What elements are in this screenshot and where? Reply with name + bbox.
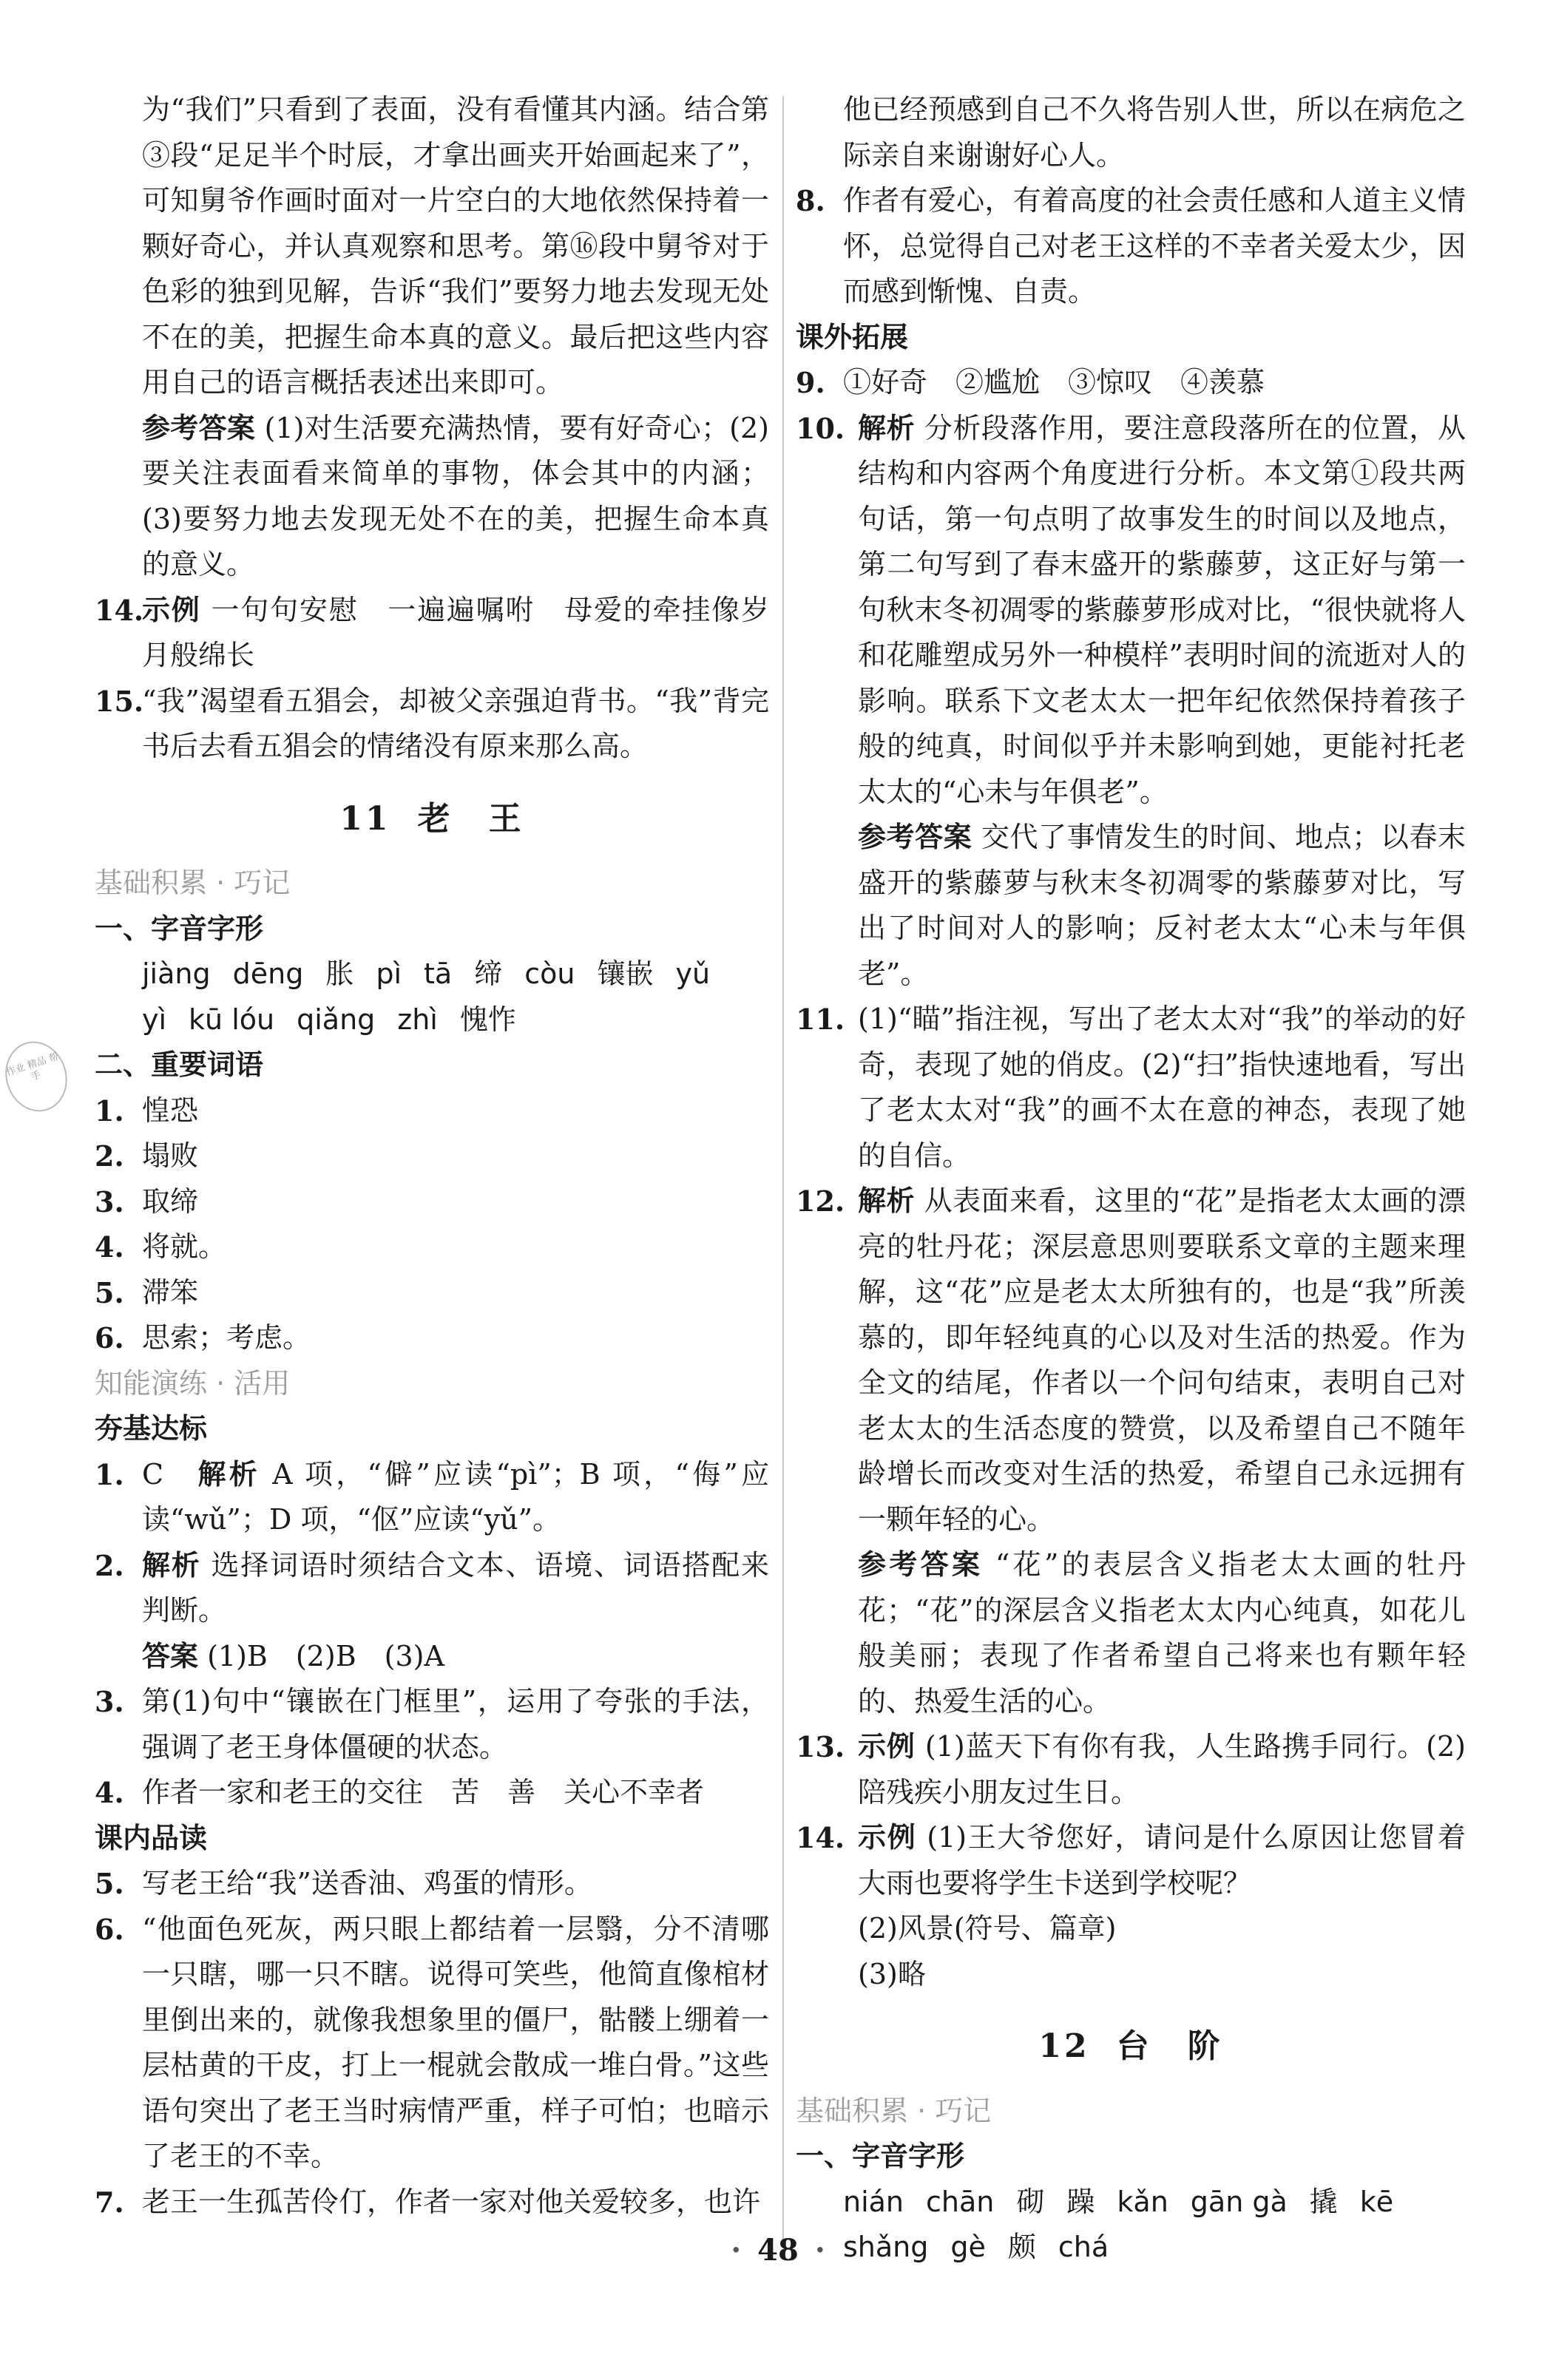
vocab-item bbox=[95, 1179, 769, 1225]
right-column bbox=[796, 87, 1466, 2271]
question-2 bbox=[95, 1543, 769, 1634]
vocab-text: 取缔 bbox=[142, 1184, 199, 1218]
ref-text: (1)对生活要充满热情，要有好奇心；(2)要关注表面看来简单的事物，体会其中的内涵；(3)要努力地去发现无处不在的美，把握生命本真的意义。 bbox=[142, 411, 769, 580]
q1-label: 解析 bbox=[197, 1457, 260, 1491]
pinyin-item: kǎn bbox=[1117, 2185, 1168, 2218]
q10-number: 10. bbox=[796, 411, 845, 445]
page-dot-left: · bbox=[731, 2233, 742, 2268]
q15-text: “我”渴望看五猖会，却被父亲强迫背书。“我”背完书后去看五猖会的情绪没有原来那么高。 bbox=[142, 684, 769, 762]
pinyin-row-1 bbox=[95, 952, 769, 997]
section-jichu-right: 基础积累 · 巧记 bbox=[796, 2094, 992, 2127]
section-zhineng: 知能演练 · 活用 bbox=[95, 1366, 291, 1400]
lesson-12-title bbox=[796, 2024, 1466, 2069]
left-column bbox=[95, 87, 769, 2225]
q7-continued: 他已经预感到自己不久将告别人世，所以在病危之际亲自来谢谢好心人。 bbox=[843, 93, 1466, 172]
subsection-kenei: 课内品读 bbox=[95, 1821, 208, 1854]
q14r-number: 14. bbox=[796, 1821, 845, 1854]
q14r-text-1: (1)王大爷您好，请问是什么原因让您冒着大雨也要将学生卡送到学校呢？ bbox=[858, 1821, 1466, 1899]
q11-number: 11. bbox=[796, 1003, 845, 1036]
question-14 bbox=[95, 588, 769, 679]
pinyin-item: qiǎng bbox=[297, 1003, 376, 1036]
q7-number: 7. bbox=[95, 2185, 124, 2219]
q7-text: 老王一生孤苦伶仃，作者一家对他关爱较多，也许 bbox=[142, 2185, 761, 2218]
q2-number: 2. bbox=[95, 1548, 124, 1582]
question-8 bbox=[796, 178, 1466, 315]
vocab-text: 将就。 bbox=[142, 1230, 227, 1263]
q6-text: “他面色死灰，两只眼上都结着一层翳，分不清哪一只瞎，哪一只不瞎。说得可笑些，他简直像棺材里倒出来的，就像我想象里的僵尸，骷髅上绷着一层枯黄的干皮，打上一棍就会散成一堆白骨。”这些语句突出了老王当时病情严重，样子可怕；也暗示了老王的不幸。 bbox=[142, 1912, 769, 2172]
pinyin-item: 胀 bbox=[325, 957, 354, 990]
pinyin-item: yì bbox=[142, 1003, 167, 1036]
vocab-number: 2. bbox=[95, 1139, 124, 1173]
pinyin-item: nián bbox=[843, 2185, 904, 2218]
q1-text: A 项，“僻”应读“pì”；B 项，“侮”应读“wǔ”；D 项，“伛”应读“yǔ”。 bbox=[142, 1457, 769, 1536]
pinyin-item: 撬 bbox=[1309, 2185, 1338, 2218]
q10-ref-text: 交代了事情发生的时间、地点；以春末盛开的紫藤萝与秋末冬初凋零的紫藤萝对比，写出了时间对人的影响；反衬老太太“心未与年俱老”。 bbox=[858, 821, 1466, 990]
section-jichu: 基础积累 · 巧记 bbox=[95, 867, 291, 899]
vocab-item bbox=[95, 1270, 769, 1316]
subsection-daji: 夯基达标 bbox=[95, 1412, 208, 1445]
q10-label: 解析 bbox=[858, 411, 916, 444]
question-11 bbox=[796, 997, 1466, 1179]
vocab-item bbox=[95, 1088, 769, 1134]
vocab-item bbox=[95, 1133, 769, 1179]
q12-label: 解析 bbox=[858, 1184, 916, 1217]
q13-text: (1)蓝天下有你有我，人生路携手同行。(2)陪残疾小朋友过生日。 bbox=[858, 1730, 1466, 1808]
q14r-line-3: (3)略 bbox=[858, 1957, 926, 1990]
vocab-number: 3. bbox=[95, 1184, 124, 1218]
pinyin-item: chān bbox=[926, 2185, 995, 2218]
pinyin-item: pì bbox=[376, 957, 402, 990]
pinyin-item: tā bbox=[424, 957, 453, 990]
q14r-label: 示例 bbox=[858, 1821, 917, 1854]
pinyin-item: 缔 bbox=[474, 957, 503, 990]
q15-number: 15. bbox=[95, 684, 144, 718]
q9-number: 9. bbox=[796, 366, 825, 399]
q12-number: 12. bbox=[796, 1184, 845, 1218]
q1-answer: C bbox=[142, 1457, 164, 1491]
q10-reference bbox=[796, 815, 1466, 997]
q12-text: 从表面来看，这里的“花”是指老太太画的漂亮的牡丹花；深层意思则要联系文章的主题来理解，这“花”应是老太太所独有的，也是“我”所羡慕的，即年轻纯真的心以及对生活的热爱。作为全文的结尾，作者以一个问句结束，表明自己对老太太的生活态度的赞赏，以及希望自己不随年龄增长而改变对生活的热爱，希望自己永远拥有一颗年轻的心。 bbox=[858, 1184, 1466, 1536]
question-12 bbox=[796, 1179, 1466, 1542]
reference-answer bbox=[95, 406, 769, 588]
vocab-number: 6. bbox=[95, 1321, 124, 1355]
question-14-right bbox=[796, 1815, 1466, 1906]
stamp-text: 作业 精品 帮手 bbox=[4, 1051, 61, 1083]
vocab-item bbox=[95, 1315, 769, 1361]
pinyin-item: zhì bbox=[397, 1003, 438, 1036]
vocab-text: 惶恐 bbox=[142, 1094, 199, 1127]
pinyin-row-r1 bbox=[796, 2180, 1466, 2225]
pinyin-item: kē bbox=[1359, 2185, 1394, 2218]
question-13 bbox=[796, 1724, 1466, 1815]
subsection-zi-right: 一、字音字形 bbox=[796, 2140, 965, 2172]
q5-number: 5. bbox=[95, 1867, 124, 1900]
vocab-number: 5. bbox=[95, 1275, 124, 1309]
q4-text: 作者一家和老王的交往 苦 善 关心不幸者 bbox=[142, 1776, 705, 1808]
q2-label: 解析 bbox=[142, 1548, 201, 1581]
question-4 bbox=[95, 1770, 769, 1816]
vocab-number: 1. bbox=[95, 1094, 124, 1128]
q8-number: 8. bbox=[796, 184, 825, 217]
q5-text: 写老王给“我”送香油、鸡蛋的情形。 bbox=[142, 1867, 592, 1899]
question-10 bbox=[796, 406, 1466, 816]
pinyin-row-2 bbox=[95, 997, 769, 1043]
lesson-name: 台 阶 bbox=[1116, 2027, 1223, 2065]
lesson-name: 老 王 bbox=[417, 799, 524, 838]
lesson-number: 12 bbox=[1038, 2027, 1090, 2065]
q2-answer bbox=[95, 1634, 769, 1680]
pinyin-item: kū lóu bbox=[189, 1003, 275, 1036]
vocab-text: 思索；考虑。 bbox=[142, 1321, 311, 1354]
q13-label: 示例 bbox=[858, 1730, 916, 1763]
lesson-number: 11 bbox=[339, 799, 391, 838]
q11-text: (1)“瞄”指注视，写出了老太太对“我”的举动的好奇，表现了她的俏皮。(2)“扫”指快速地看，写出了老太太对“我”的画不太在意的神态，表现了她的自信。 bbox=[858, 1003, 1466, 1172]
pinyin-item: gè bbox=[950, 2231, 986, 2263]
ref-label: 参考答案 bbox=[142, 411, 256, 444]
pinyin-item: 砌 bbox=[1016, 2185, 1045, 2218]
pinyin-item: jiàng bbox=[142, 957, 211, 990]
question-5 bbox=[95, 1861, 769, 1907]
q14r-line-2: (2)风景(符号、篇章) bbox=[858, 1912, 1117, 1945]
pinyin-item: gān gà bbox=[1190, 2185, 1288, 2218]
q14-number: 14. bbox=[95, 593, 144, 627]
pinyin-item: chá bbox=[1058, 2231, 1109, 2263]
q12-reference bbox=[796, 1542, 1466, 1724]
q14-text: 一句句安慰 一遍遍嘱咐 母爱的牵挂像岁月般绵长 bbox=[142, 593, 769, 671]
stamp-watermark bbox=[0, 1034, 76, 1120]
column-divider bbox=[782, 96, 784, 2240]
q14-label: 示例 bbox=[142, 593, 201, 626]
q6-number: 6. bbox=[95, 1912, 124, 1946]
q3-number: 3. bbox=[95, 1685, 124, 1718]
question-7 bbox=[95, 2180, 769, 2225]
pinyin-item: 躁 bbox=[1066, 2185, 1095, 2218]
q3-text: 第(1)句中“镶嵌在门框里”，运用了夸张的手法，强调了老王身体僵硬的状态。 bbox=[142, 1685, 769, 1763]
q2-text: 选择词语时须结合文本、语境、词语搭配来判断。 bbox=[142, 1548, 769, 1627]
question-15 bbox=[95, 679, 769, 770]
q8-text: 作者有爱心，有着高度的社会责任感和人道主义情怀，总觉得自己对老王这样的不幸者关爱太少，因而感到惭愧、自责。 bbox=[843, 184, 1466, 308]
q10-ref-label: 参考答案 bbox=[858, 821, 973, 853]
q13-number: 13. bbox=[796, 1730, 845, 1763]
page-number bbox=[0, 2233, 1556, 2268]
page-dot-right: · bbox=[814, 2233, 825, 2268]
page-number-value: 48 bbox=[757, 2233, 799, 2268]
question-1 bbox=[95, 1452, 769, 1543]
pinyin-item: 镶嵌 bbox=[597, 957, 654, 990]
lesson-11-title bbox=[95, 796, 769, 842]
pinyin-item: dēng bbox=[232, 957, 304, 990]
vocab-text: 塌败 bbox=[142, 1139, 199, 1172]
subsection-zi: 一、字音字形 bbox=[95, 912, 264, 945]
subsection-kewai: 课外拓展 bbox=[796, 320, 909, 353]
question-9 bbox=[796, 360, 1466, 406]
pinyin-item: 愧怍 bbox=[459, 1003, 516, 1036]
q4-number: 4. bbox=[95, 1776, 124, 1809]
q2-answer-label: 答案 bbox=[142, 1639, 199, 1672]
q12-ref-label: 参考答案 bbox=[858, 1548, 984, 1581]
vocab-number: 4. bbox=[95, 1230, 124, 1264]
pinyin-item: shǎng bbox=[843, 2231, 929, 2263]
pinyin-item: yǔ bbox=[675, 957, 711, 990]
q12-ref-text: “花”的表层含义指老太太画的牡丹花；“花”的深层含义指老太太内心纯真，如花儿般美丽；表现了作者希望自己将来也有颗年轻的、热爱生活的心。 bbox=[858, 1548, 1466, 1718]
question-6 bbox=[95, 1907, 769, 2180]
pinyin-item: 颇 bbox=[1007, 2231, 1036, 2263]
subsection-ci: 二、重要词语 bbox=[95, 1048, 264, 1081]
vocab-text: 滞笨 bbox=[142, 1275, 199, 1309]
q2-answer-text: (1)B (2)B (3)A bbox=[207, 1639, 444, 1672]
question-3 bbox=[95, 1679, 769, 1770]
q1-number: 1. bbox=[95, 1457, 124, 1491]
continued-paragraph: 为“我们”只看到了表面，没有看懂其内涵。结合第③段“足足半个时辰，才拿出画夹开始画起来了”，可知舅爷作画时面对一片空白的大地依然保持着一颗好奇心，并认真观察和思考。第⑯段中舅爷对于色彩的独到见解，告诉“我们”要努力地去发现无处不在的美，把握生命本真的意义。最后把这些内容用自己的语言概括表述出来即可。 bbox=[142, 93, 769, 399]
pinyin-item: còu bbox=[524, 957, 575, 990]
vocab-item bbox=[95, 1224, 769, 1270]
q9-text: ①好奇 ②尴尬 ③惊叹 ④羡慕 bbox=[843, 366, 1265, 399]
q10-text: 分析段落作用，要注意段落所在的位置，从结构和内容两个角度进行分析。本文第①段共两句话，第一句点明了故事发生的时间以及地点，第二句写到了春末盛开的紫藤萝，这正好与第一句秋末冬初凋零的紫藤萝形成对比，“很快就将人和花雕塑成另外一种模样”表明时间的流逝对人的影响。联系下文老太太一把年纪依然保持着孩子般的纯真，时间似乎并未影响到她，更能衬托老太太的“心未与年俱老”。 bbox=[858, 411, 1466, 808]
